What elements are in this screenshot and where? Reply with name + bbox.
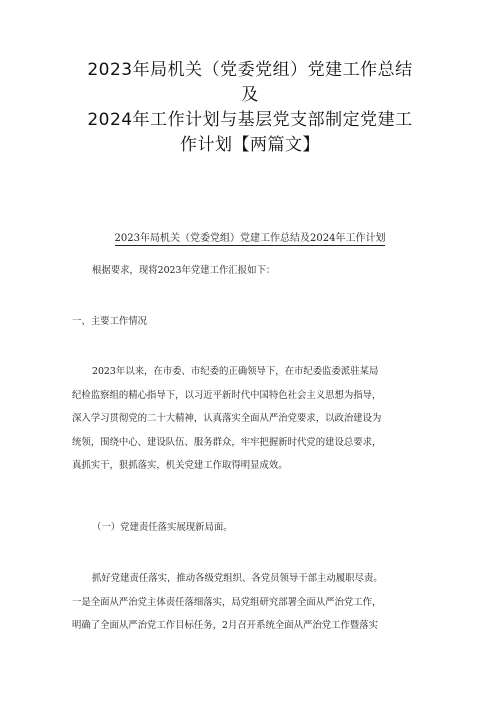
section1-heading: 一、主要工作情况 <box>72 316 148 327</box>
intro-text: 根据要求，现将2023年党建工作汇报如下： <box>92 265 276 276</box>
body-paragraph <box>72 360 438 478</box>
paragraph-line: 明确了全面从严治党工作目标任务，2月召开系统全面从严治党工作暨落实 <box>72 620 378 631</box>
intro-paragraph <box>72 259 438 283</box>
title-line-4: 作计划【两篇文】 <box>180 135 320 155</box>
subsection-heading <box>72 516 438 540</box>
paragraph-line: 纪检监察组的精心指导下，以习近平新时代中国特色社会主义思想为指导， <box>72 389 382 401</box>
subsection1-heading: （一）党建责任落实展现新局面。 <box>92 522 233 533</box>
body-paragraph <box>72 567 438 638</box>
paragraph-line: 统领，围绕中心、建设队伍、服务群众，牢牢把握新时代党的建设总要求， <box>72 436 382 448</box>
paragraph-line: 一是全面从严治党主体责任落细落实，局党组研究部署全面从严治党工作， <box>72 596 382 608</box>
subtitle-text: 2023年局机关（党委党组）党建工作总结及2024年工作计划 <box>114 233 386 244</box>
title-line-1: 2023年局机关（党委党组）党建工作总结 <box>87 60 413 80</box>
paragraph-line: 抓好党建责任落实，推动各级党组织、各党员领导干部主动履职尽责。 <box>92 573 383 584</box>
section-heading <box>72 310 438 334</box>
paragraph-line: 深入学习贯彻党的二十大精神，认真落实全面从严治党要求，以政治建设为 <box>72 413 382 424</box>
section-subtitle <box>40 232 460 246</box>
paragraph-line: 2023年以来，在市委、市纪委的正确领导下，在市纪委监委派驻某局 <box>92 366 379 377</box>
document-title <box>40 58 460 158</box>
paragraph-line: 真抓实干，狠抓落实，机关党建工作取得明显成效。 <box>72 460 288 471</box>
title-line-2: 及 <box>241 85 259 105</box>
title-line-3: 2024年工作计划与基层党支部制定党建工 <box>87 110 413 130</box>
